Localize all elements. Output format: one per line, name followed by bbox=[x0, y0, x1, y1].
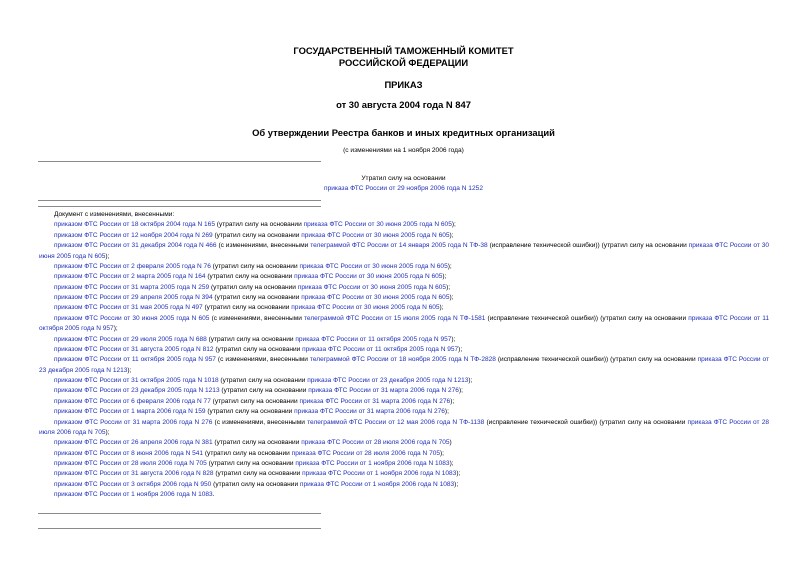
edition-note: (с изменениями на 1 ноября 2006 года) bbox=[343, 147, 464, 154]
amendment-text: ); bbox=[440, 449, 444, 457]
amendment-text: (утратил силу на основании bbox=[202, 304, 292, 312]
amendment-link[interactable]: приказом ФТС России от 23 декабря 2005 года N 1213 bbox=[54, 387, 220, 395]
amendment-text: ); bbox=[450, 397, 455, 405]
agency-name-line2: РОССИЙСКОЙ ФЕДЕРАЦИИ bbox=[338, 57, 469, 68]
amendment-text: ); bbox=[442, 273, 447, 281]
amendment-link[interactable]: приказа ФТС России от 1 ноября 2006 года N 1083 bbox=[302, 470, 457, 478]
amendment-link[interactable]: приказа ФТС России от 30 июня 2005 года N 605 bbox=[297, 283, 447, 291]
amendment-text: (утратил силу на основании bbox=[209, 283, 298, 291]
amendments-list bbox=[39, 210, 769, 501]
amendment-link[interactable]: приказа ФТС России от 1 ноября 2006 года N 1083 bbox=[299, 480, 455, 488]
amendment-link[interactable]: приказа ФТС России от 23 декабря 2005 года N 1213 bbox=[307, 377, 469, 384]
amendment-link[interactable]: телеграммой ФТС России от 14 января 2005 года N ТФ-38 bbox=[310, 242, 488, 250]
amendment-item bbox=[39, 314, 769, 335]
amendment-link[interactable]: приказа ФТС России от 31 марта 2006 года N 276 bbox=[294, 408, 445, 416]
amendment-link[interactable]: приказом ФТС России от 18 октября 2004 года N 165 bbox=[54, 221, 215, 229]
divider-rule bbox=[38, 206, 321, 207]
amendment-text: (утратил силу на основании bbox=[219, 387, 309, 395]
amendment-text: ); bbox=[439, 304, 444, 312]
amendment-link[interactable]: приказом ФТС России от 31 августа 2005 года N 812 bbox=[54, 345, 214, 353]
document-date-number: от 30 августа 2004 года N 847 bbox=[336, 99, 471, 110]
amendment-text: ); bbox=[449, 460, 454, 467]
amendment-item bbox=[39, 386, 769, 396]
amendment-text: (исправление технической ошибки)) (утратил силу на основании bbox=[484, 418, 688, 426]
amendment-text: ); bbox=[449, 294, 454, 301]
document-type: ПРИКАЗ bbox=[384, 79, 423, 90]
amendment-item bbox=[39, 438, 769, 448]
amendment-link[interactable]: приказом ФТС России от 31 марта 2005 года N 259 bbox=[54, 283, 210, 291]
amendment-link[interactable]: приказа ФТС России от 30 июня 2005 года N 605 bbox=[299, 262, 448, 270]
amendment-item bbox=[39, 283, 769, 293]
amendment-item bbox=[39, 231, 769, 241]
amendment-text: ); bbox=[446, 283, 451, 291]
amendment-item bbox=[39, 449, 769, 459]
amendment-text: ); bbox=[444, 408, 449, 416]
amendment-text: ); bbox=[454, 480, 459, 488]
amendment-text: ); bbox=[456, 470, 461, 478]
amendment-link[interactable]: приказом ФТС России от 29 апреля 2005 года N 394 bbox=[54, 294, 213, 301]
amendment-link[interactable]: приказа ФТС России от 30 июня 2005 года N 605 bbox=[301, 231, 450, 239]
document-title: Об утверждении Реестра банков и иных кредитных организаций bbox=[252, 127, 555, 138]
amendments-items bbox=[39, 220, 769, 500]
amendment-link[interactable]: приказом ФТС России от 31 мая 2005 года N 497 bbox=[54, 304, 203, 312]
amendment-link[interactable]: приказа ФТС России от 28 июля 2006 года N 705 bbox=[39, 418, 769, 436]
amendment-link[interactable]: приказа ФТС России от 30 июня 2005 года N 605 bbox=[291, 304, 440, 312]
amendment-link[interactable]: телеграммой ФТС России от 12 мая 2006 года N ТФ-1138 bbox=[307, 418, 485, 426]
amendment-text: ); bbox=[458, 345, 463, 353]
amendment-link[interactable]: приказом ФТС России от 2 февраля 2005 года N 76 bbox=[54, 262, 211, 270]
amendment-item bbox=[39, 407, 769, 417]
amendment-text: ); bbox=[105, 428, 110, 436]
amendment-link[interactable]: приказом ФТС России от 3 октября 2006 года N 950 bbox=[54, 480, 212, 488]
amendment-text: (утратил силу на основании bbox=[210, 262, 300, 270]
amendment-link[interactable]: приказом ФТС России от 30 июня 2005 года N 605 bbox=[54, 314, 210, 322]
amendment-item bbox=[39, 345, 769, 355]
divider-rule bbox=[38, 200, 321, 201]
amendment-link[interactable]: приказа ФТС России от 23 декабря 2005 года N 1213 bbox=[39, 356, 769, 374]
amendment-link[interactable]: приказа ФТС России от 30 июня 2005 года N 605 bbox=[39, 242, 769, 260]
amendment-text: ); bbox=[127, 366, 132, 374]
amendment-text: (с изменениями, внесенными bbox=[209, 314, 304, 322]
amendment-link[interactable]: приказа ФТС России от 30 июня 2005 года N 605 bbox=[303, 221, 452, 229]
amendment-link[interactable]: приказа ФТС России от 30 июня 2005 года N 605 bbox=[301, 294, 450, 301]
amendment-text: (исправление технической ошибки)) (утратил силу на основании bbox=[487, 242, 689, 250]
amendment-item bbox=[39, 272, 769, 282]
amendment-text: (утратил силу на основании bbox=[205, 408, 295, 416]
amendment-link[interactable]: приказа ФТС России от 30 июня 2005 года N 605 bbox=[294, 273, 443, 281]
amendment-link[interactable]: приказом ФТС России от 28 июля 2006 года N 705 bbox=[54, 460, 207, 467]
amendment-link[interactable]: приказом ФТС России от 31 октября 2005 года N 1018 bbox=[54, 377, 219, 384]
amendment-text: ); bbox=[451, 335, 456, 343]
amendment-link[interactable]: приказом ФТС России от 8 июня 2006 года N 541 bbox=[54, 449, 204, 457]
amendment-link[interactable]: приказом ФТС России от 1 ноября 2006 года N 1083 bbox=[54, 491, 213, 499]
amendment-link[interactable]: приказа ФТС России от 11 октября 2005 года N 957 bbox=[295, 335, 452, 343]
amendment-link[interactable]: приказом ФТС России от 6 февраля 2006 года N 77 bbox=[54, 397, 211, 405]
amendment-item bbox=[39, 303, 769, 313]
amendment-text: (утратил силу на основании bbox=[212, 294, 302, 301]
amendment-text: (с изменениями, внесенными bbox=[215, 356, 310, 364]
divider-rule bbox=[38, 528, 321, 529]
amendment-link[interactable]: приказом ФТС России от 2 марта 2005 года N 164 bbox=[54, 273, 206, 281]
amendment-text: (утратил силу на основании bbox=[206, 335, 296, 343]
amendment-link[interactable]: телеграммой ФТС России от 15 июля 2005 года N ТФ-1581 bbox=[304, 314, 486, 322]
amendment-item bbox=[39, 293, 769, 303]
amendment-item bbox=[39, 418, 769, 439]
amendment-link[interactable]: приказа ФТС России от 11 октября 2005 года N 957 bbox=[39, 314, 770, 333]
repeal-order-link[interactable]: приказа ФТС России от 29 ноября 2006 года N 1252 bbox=[324, 185, 483, 192]
amendment-link[interactable]: приказом ФТС России от 31 марта 2006 года N 276 bbox=[54, 418, 213, 426]
agency-name-line1: ГОСУДАРСТВЕННЫЙ ТАМОЖЕННЫЙ КОМИТЕТ bbox=[293, 45, 514, 56]
amendment-link[interactable]: приказа ФТС России от 31 марта 2006 года N 276 bbox=[308, 387, 459, 395]
amendment-text: (утратил силу на основании bbox=[205, 273, 295, 281]
status-note: Утратил силу на основании bbox=[361, 175, 446, 182]
amendment-link[interactable]: приказом ФТС России от 1 марта 2006 года N 159 bbox=[54, 408, 206, 416]
amendment-link[interactable]: приказом ФТС России от 11 октября 2005 года N 957 bbox=[54, 356, 216, 364]
amendment-item bbox=[39, 220, 769, 230]
amendment-text: (утратил силу на основании bbox=[212, 439, 302, 447]
amendment-text: ); bbox=[113, 325, 118, 333]
amendment-item bbox=[39, 376, 769, 386]
amendment-link[interactable]: приказом ФТС России от 31 декабря 2004 года N 466 bbox=[54, 242, 217, 250]
amendment-link[interactable]: приказом ФТС России от 31 августа 2006 года N 828 bbox=[54, 470, 214, 478]
amendment-link[interactable]: приказа ФТС России от 28 июля 2006 года N 705 bbox=[301, 439, 450, 447]
amendment-item bbox=[39, 480, 769, 490]
amendment-text: . bbox=[212, 491, 215, 499]
amendment-text: (утратил силу на основании bbox=[210, 397, 300, 405]
amendment-text: ); bbox=[468, 377, 473, 384]
amendment-text: ); bbox=[451, 221, 456, 229]
amendment-text: ) bbox=[449, 439, 452, 447]
amendment-text: (утратил силу на основании bbox=[206, 460, 296, 467]
amendment-text: (с изменениями, внесенными bbox=[212, 418, 308, 426]
amendment-text: (утратил силу на основании bbox=[212, 231, 302, 239]
amendment-item bbox=[39, 469, 769, 479]
amendment-text: ); bbox=[447, 262, 452, 270]
amendment-link[interactable]: телеграммой ФТС России от 18 ноября 2005 года N ТФ-2828 bbox=[309, 356, 496, 364]
amendment-link[interactable]: приказом ФТС России от 12 ноября 2004 года N 269 bbox=[54, 231, 213, 239]
amendment-text: (исправление технической ошибки)) (утратил силу на основании bbox=[485, 314, 689, 322]
amendments-intro: Документ с изменениями, внесенными: bbox=[54, 211, 175, 218]
amendment-link[interactable]: приказом ФТС России от 29 июля 2005 года N 688 bbox=[54, 335, 207, 343]
amendment-link[interactable]: приказа ФТС России от 28 июля 2006 года N 705 bbox=[291, 449, 440, 457]
amendment-link[interactable]: приказом ФТС России от 26 апреля 2006 года N 381 bbox=[54, 439, 213, 447]
amendment-item bbox=[39, 490, 769, 500]
amendment-text: ); bbox=[449, 231, 454, 239]
amendment-text: ); bbox=[458, 387, 463, 395]
amendment-link[interactable]: приказа ФТС России от 11 октября 2005 года N 957 bbox=[302, 345, 459, 353]
amendment-text: (утратил силу на основании bbox=[211, 480, 300, 488]
amendment-link[interactable]: приказа ФТС России от 31 марта 2006 года N 276 bbox=[299, 397, 451, 405]
amendment-item bbox=[39, 262, 769, 272]
divider-rule bbox=[38, 161, 321, 162]
amendment-text: ); bbox=[105, 252, 110, 260]
amendment-link[interactable]: приказа ФТС России от 1 ноября 2006 года N 1083 bbox=[295, 460, 450, 467]
amendment-text: (исправление технической ошибки)) (утратил силу на основании bbox=[495, 356, 698, 364]
amendment-text: (утратил силу на основании bbox=[214, 221, 304, 229]
amendment-item bbox=[39, 459, 769, 469]
amendment-text: (с изменениями, внесенными bbox=[216, 242, 311, 250]
divider-rule bbox=[38, 513, 321, 514]
amendment-text: (утратил силу на основании bbox=[213, 345, 303, 353]
amendment-text: (утратил силу на основании bbox=[213, 470, 303, 478]
amendment-text: (утратил силу на основании bbox=[218, 377, 308, 384]
amendment-item bbox=[39, 241, 769, 262]
amendment-item bbox=[39, 355, 769, 376]
amendment-text: (утратил силу на основании bbox=[203, 449, 292, 457]
amendment-item bbox=[39, 335, 769, 345]
amendment-item bbox=[39, 397, 769, 407]
status-link-wrap bbox=[0, 185, 807, 193]
